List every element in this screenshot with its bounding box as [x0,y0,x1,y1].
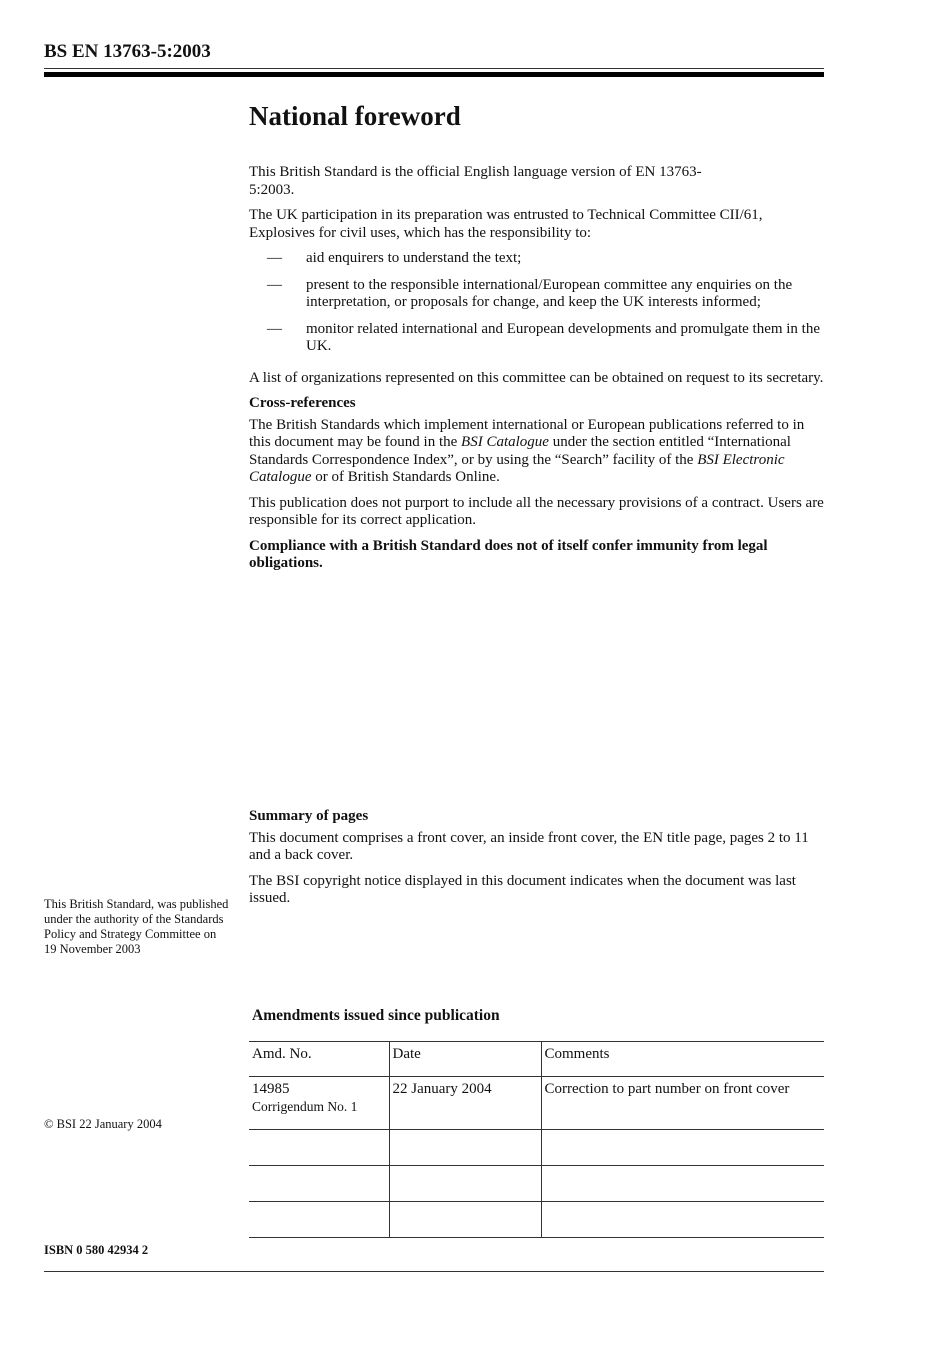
publication-note: This British Standard, was published under the authority of the Standards Policy and Strategy Committee on 19 November 2003 [44,897,229,956]
summary-section [249,808,825,916]
isbn: ISBN 0 580 42934 2 [44,1243,149,1257]
table-header-row [249,1042,824,1077]
summary-paragraph-1: This document comprises a front cover, an inside front cover, the EN title page, pages 2 to 11 and a back cover. [249,829,809,863]
foreword-body [249,164,825,581]
header-rule-thick [44,72,824,77]
table-row [249,1077,824,1130]
intro-paragraph-3: A list of organizations represented on this committee can be obtained on request to its secretary. [249,369,824,386]
table-row [249,1202,824,1238]
footer-rule [44,1271,824,1272]
compliance-statement: Compliance with a British Standard does not of itself confer immunity from legal obligations. [249,537,768,571]
list-item: — present to the responsible international/European committee any enquiries on the interpretation, or proposals for change, and keep the UK interests informed; [267,276,793,310]
summary-heading: Summary of pages [249,808,369,824]
cross-references-heading: Cross-references [249,395,356,411]
intro-paragraph-1: This British Standard is the official English language version of EN 13763-5:2003. [249,164,702,198]
cross-references-paragraph-2: This publication does not purport to include all the necessary provisions of a contract. Users are responsible for its correct application. [249,494,824,528]
comments-cell: Correction to part number on front cover [541,1077,824,1130]
header-rule-thin [44,68,824,69]
responsibility-list [249,250,825,356]
dash-bullet: — [267,276,282,293]
amendments-table [249,1041,824,1238]
cross-references-paragraph-1: The British Standards which implement international or European publications referred to in this document may be found in the BSI Catalogue under the section entitled “International Standards Correspondence Index”, or by using the “Search” facility of the BSI Electronic Catalogue or of British Standards Online. [249,416,805,485]
list-item: — monitor related international and European developments and promulgate them in the UK. [267,320,821,354]
table-row [249,1166,824,1202]
page-title: National foreword [249,101,461,131]
intro-paragraph-2: The UK participation in its preparation was entrusted to Technical Committee CII/61, Explosives for civil uses, which has the responsibility to: [249,207,763,241]
column-header-date: Date [389,1042,541,1077]
column-header-amd-no: Amd. No. [249,1042,389,1077]
amd-no-cell: 14985 Corrigendum No. 1 [249,1077,389,1130]
document-code: BS EN 13763-5:2003 [44,41,211,62]
date-cell: 22 January 2004 [389,1077,541,1130]
table-row [249,1130,824,1166]
list-item: — aid enquirers to understand the text; [267,250,522,266]
dash-bullet: — [267,320,282,337]
copyright-notice: © BSI 22 January 2004 [44,1117,162,1131]
summary-paragraph-2: The BSI copyright notice displayed in this document indicates when the document was last issued. [249,872,796,906]
dash-bullet: — [267,250,282,266]
column-header-comments: Comments [541,1042,824,1077]
amendments-title: Amendments issued since publication [252,1007,500,1024]
